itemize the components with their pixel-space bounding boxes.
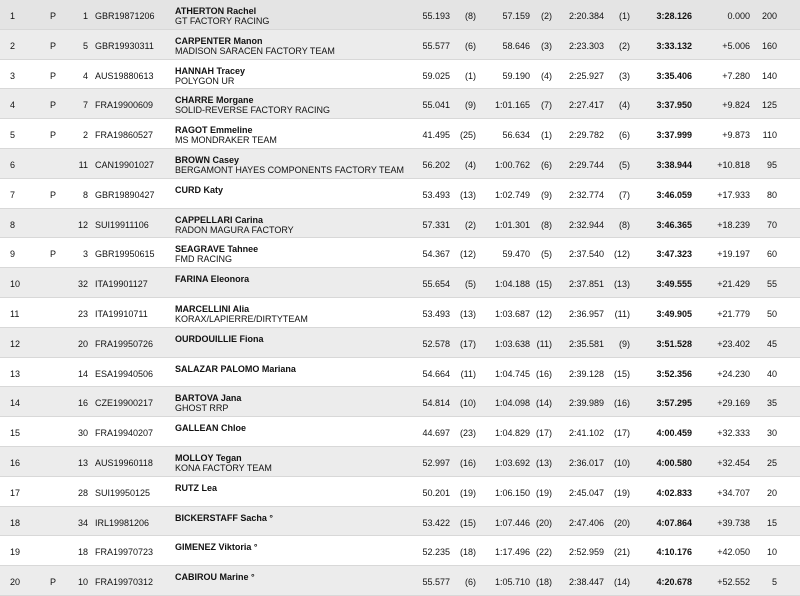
split1-time-cell: 44.697: [422, 428, 450, 439]
time-gap-cell: +32.333: [717, 428, 750, 439]
split1-rank-cell: (11): [460, 368, 476, 379]
split3-rank-cell: (19): [613, 487, 630, 498]
uci-id-cell: CAN19901027: [95, 160, 155, 170]
uci-id-cell: CZE19900217: [95, 398, 154, 409]
bib-number-cell: 7: [82, 100, 88, 111]
split3-rank-cell: (13): [613, 279, 630, 290]
split1-rank-cell: (25): [459, 130, 476, 141]
split3-rank-cell: (3): [619, 70, 630, 81]
table-row: [0, 358, 800, 388]
time-gap-cell: +42.050: [717, 547, 750, 558]
split2-time-cell: 1:04.829: [494, 428, 530, 439]
team-name-cell: GHOST RRP: [175, 403, 229, 414]
points-cell: 15: [766, 517, 777, 528]
split1-time-cell: 53.493: [422, 309, 450, 319]
split3-time-cell: 2:45.047: [568, 487, 604, 498]
split2-time-cell: 1:00.762: [494, 160, 530, 170]
split3-time-cell: 2:37.540: [568, 249, 604, 260]
split1-rank-cell: (8): [465, 11, 476, 21]
points-cell: 55: [766, 279, 777, 290]
points-cell: 25: [766, 458, 777, 468]
bib-number-cell: 23: [77, 309, 88, 319]
split2-rank-cell: (3): [541, 40, 552, 51]
uci-id-cell: FRA19900609: [95, 100, 154, 111]
table-row: [0, 447, 800, 477]
bib-number-cell: 34: [77, 517, 88, 528]
split1-rank-cell: (6): [465, 40, 476, 51]
uci-id-cell: SUI19911106: [95, 219, 149, 230]
split2-time-cell: 58.646: [502, 40, 530, 51]
table-row: [0, 60, 800, 90]
final-time-cell: 4:00.459: [656, 428, 692, 439]
rank-cell: 5: [10, 130, 16, 141]
final-time-cell: 3:38.944: [656, 160, 692, 170]
split1-time-cell: 55.041: [422, 100, 450, 111]
uci-id-cell: FRA19970723: [95, 547, 154, 558]
split3-rank-cell: (5): [619, 160, 630, 170]
split2-time-cell: 1:03.638: [494, 338, 530, 349]
split1-time-cell: 55.654: [422, 279, 450, 290]
split2-time-cell: 1:03.692: [494, 458, 530, 468]
split3-rank-cell: (9): [619, 338, 630, 349]
uci-id-cell: FRA19970312: [95, 577, 154, 588]
table-row: [0, 417, 800, 447]
bib-number-cell: 30: [77, 428, 88, 439]
time-gap-cell: +39.738: [717, 517, 750, 528]
points-cell: 200: [761, 11, 777, 21]
bib-number-cell: 14: [77, 368, 88, 379]
rider-name-cell: MOLLOY Tegan: [175, 453, 242, 463]
points-cell: 40: [766, 368, 777, 379]
rider-name-cell: MARCELLINI Alia: [175, 304, 250, 314]
bib-number-cell: 32: [77, 279, 88, 290]
split2-rank-cell: (12): [535, 309, 552, 319]
split3-rank-cell: (1): [619, 11, 630, 21]
time-gap-cell: +5.006: [722, 40, 750, 51]
split2-time-cell: 1:01.165: [494, 100, 530, 111]
rank-cell: 11: [10, 309, 20, 319]
split3-rank-cell: (14): [613, 577, 630, 588]
split2-time-cell: 1:07.446: [494, 517, 530, 528]
rider-name-cell: OURDOUILLIE Fiona: [175, 333, 264, 344]
split2-rank-cell: (19): [535, 487, 552, 498]
split2-rank-cell: (15): [535, 279, 552, 290]
table-row: [0, 179, 800, 209]
table-row: [0, 387, 800, 417]
split2-rank-cell: (2): [541, 11, 552, 21]
team-name-cell: RADON MAGURA FACTORY: [175, 224, 294, 235]
status-cell: P: [50, 11, 57, 21]
split3-time-cell: 2:29.744: [568, 160, 604, 170]
status-cell: P: [50, 189, 57, 200]
split3-time-cell: 2:32.774: [568, 189, 604, 200]
split2-time-cell: 1:01.301: [494, 219, 530, 230]
final-time-cell: 4:07.864: [656, 517, 692, 528]
uci-id-cell: GBR19871206: [95, 11, 155, 21]
split1-time-cell: 55.577: [422, 577, 450, 588]
bib-number-cell: 4: [82, 70, 88, 81]
split3-time-cell: 2:47.406: [568, 517, 604, 528]
time-gap-cell: +18.239: [717, 219, 750, 230]
bib-number-cell: 18: [77, 547, 88, 558]
split1-rank-cell: (4): [465, 160, 476, 170]
rider-name-cell: BROWN Casey: [175, 155, 240, 165]
team-name-cell: MADISON SARACEN FACTORY TEAM: [175, 45, 335, 56]
split2-time-cell: 1:04.745: [494, 368, 530, 379]
status-cell: P: [50, 100, 57, 111]
bib-number-cell: 16: [77, 398, 88, 409]
split1-rank-cell: (13): [459, 189, 476, 200]
table-row: [0, 268, 800, 298]
split3-time-cell: 2:36.017: [568, 458, 604, 468]
table-row: [0, 566, 800, 596]
points-cell: 35: [766, 398, 777, 409]
split2-rank-cell: (16): [535, 368, 552, 379]
rider-name-cell: CHARRE Morgane: [175, 95, 254, 106]
points-cell: 70: [766, 219, 777, 230]
team-name-cell: KORAX/LAPIERRE/DIRTYTEAM: [175, 314, 308, 324]
final-time-cell: 3:37.950: [656, 100, 692, 111]
split2-time-cell: 1:03.687: [494, 309, 530, 319]
split2-rank-cell: (7): [541, 100, 552, 111]
split2-rank-cell: (8): [541, 219, 552, 230]
split1-rank-cell: (19): [459, 487, 476, 498]
split2-rank-cell: (4): [541, 70, 552, 81]
split2-time-cell: 1:17.496: [494, 547, 530, 558]
split2-time-cell: 59.190: [502, 70, 530, 81]
rank-cell: 14: [10, 398, 21, 409]
rider-name-cell: HANNAH Tracey: [175, 65, 246, 76]
rank-cell: 12: [10, 338, 21, 349]
team-name-cell: KONA FACTORY TEAM: [175, 463, 272, 473]
split3-time-cell: 2:41.102: [568, 428, 604, 439]
time-gap-cell: +23.402: [717, 338, 750, 349]
bib-number-cell: 8: [82, 189, 88, 200]
split3-time-cell: 2:23.303: [568, 40, 604, 51]
status-cell: P: [50, 577, 57, 588]
final-time-cell: 3:37.999: [656, 130, 692, 141]
split3-rank-cell: (20): [613, 517, 630, 528]
team-name-cell: BERGAMONT HAYES COMPONENTS FACTORY TEAM: [175, 165, 405, 175]
split1-rank-cell: (5): [465, 279, 476, 290]
split1-rank-cell: (2): [465, 219, 476, 230]
table-row: [0, 328, 800, 358]
final-time-cell: 3:46.365: [656, 219, 692, 230]
split1-time-cell: 52.235: [422, 547, 450, 558]
split3-rank-cell: (11): [614, 309, 630, 319]
time-gap-cell: +52.552: [717, 577, 750, 588]
time-gap-cell: +9.824: [722, 100, 750, 111]
split3-rank-cell: (2): [619, 40, 630, 51]
split2-time-cell: 1:06.150: [494, 487, 530, 498]
split3-rank-cell: (12): [613, 249, 630, 260]
uci-id-cell: GBR19890427: [95, 189, 155, 200]
split1-time-cell: 54.814: [422, 398, 450, 409]
table-row: [0, 536, 800, 566]
time-gap-cell: +10.818: [717, 160, 750, 170]
split1-time-cell: 54.367: [422, 249, 450, 260]
split1-rank-cell: (10): [459, 398, 476, 409]
time-gap-cell: +34.707: [717, 487, 750, 498]
rider-name-cell: CAPPELLARI Carina: [175, 214, 264, 225]
split1-time-cell: 56.202: [422, 160, 450, 170]
rider-name-cell: ATHERTON Rachel: [175, 6, 257, 16]
split2-rank-cell: (1): [541, 130, 552, 141]
uci-id-cell: ESA19940506: [95, 368, 154, 379]
uci-id-cell: FRA19860527: [95, 130, 154, 141]
final-time-cell: 3:28.126: [656, 11, 692, 21]
rider-name-cell: RAGOT Emmeline: [175, 125, 253, 136]
time-gap-cell: +7.280: [722, 70, 750, 81]
split1-time-cell: 52.997: [422, 458, 450, 468]
uci-id-cell: SUI19950125: [95, 487, 151, 498]
split3-time-cell: 2:37.851: [568, 279, 604, 290]
split1-time-cell: 53.422: [422, 517, 450, 528]
rank-cell: 4: [10, 100, 16, 111]
bib-number-cell: 5: [82, 40, 88, 51]
rank-cell: 20: [10, 577, 21, 588]
split3-time-cell: 2:52.959: [568, 547, 604, 558]
split1-time-cell: 57.331: [422, 219, 450, 230]
split1-rank-cell: (17): [459, 338, 476, 349]
table-row: [0, 30, 800, 60]
uci-id-cell: AUS19960118: [95, 458, 153, 468]
split2-time-cell: 1:05.710: [494, 577, 530, 588]
team-name-cell: GT FACTORY RACING: [175, 16, 270, 26]
split2-rank-cell: (13): [535, 458, 552, 468]
points-cell: 95: [766, 160, 777, 170]
points-cell: 60: [766, 249, 777, 260]
uci-id-cell: ITA19910711: [95, 309, 148, 319]
points-cell: 160: [761, 40, 777, 51]
table-row: [0, 477, 800, 507]
split2-rank-cell: (5): [541, 249, 552, 260]
table-row: [0, 507, 800, 537]
final-time-cell: 3:33.132: [656, 40, 692, 51]
final-time-cell: 3:47.323: [656, 249, 692, 260]
final-time-cell: 3:57.295: [656, 398, 692, 409]
points-cell: 20: [766, 487, 777, 498]
bib-number-cell: 11: [78, 160, 88, 170]
team-name-cell: POLYGON UR: [175, 75, 235, 86]
split2-rank-cell: (22): [535, 547, 552, 558]
table-row: [0, 238, 800, 268]
time-gap-cell: +17.933: [717, 189, 750, 200]
time-gap-cell: +21.779: [717, 309, 750, 319]
split2-rank-cell: (20): [535, 517, 552, 528]
time-gap-cell: +19.197: [717, 249, 750, 260]
split1-time-cell: 55.193: [422, 11, 450, 21]
rank-cell: 7: [10, 189, 16, 200]
rider-name-cell: BARTOVA Jana: [175, 393, 242, 404]
split2-time-cell: 57.159: [502, 11, 530, 21]
final-time-cell: 3:49.905: [656, 309, 692, 319]
rider-name-cell: GALLEAN Chloe: [175, 423, 246, 434]
table-row: [0, 119, 800, 149]
rank-cell: 18: [10, 517, 21, 528]
points-cell: 110: [762, 130, 777, 141]
time-gap-cell: +32.454: [717, 458, 750, 468]
split1-time-cell: 41.495: [422, 130, 450, 141]
split2-time-cell: 1:04.098: [494, 398, 530, 409]
bib-number-cell: 12: [77, 219, 88, 230]
split3-rank-cell: (8): [619, 219, 630, 230]
rider-name-cell: SALAZAR PALOMO Mariana: [175, 363, 296, 374]
uci-id-cell: FRA19950726: [95, 338, 154, 349]
split3-rank-cell: (17): [613, 428, 630, 439]
uci-id-cell: GBR19930311: [95, 40, 154, 51]
rider-name-cell: GIMENEZ Viktoria °: [175, 542, 258, 553]
split3-time-cell: 2:35.581: [568, 338, 604, 349]
team-name-cell: SOLID-REVERSE FACTORY RACING: [175, 105, 331, 116]
split2-rank-cell: (17): [535, 428, 552, 439]
points-cell: 50: [766, 309, 777, 319]
time-gap-cell: +21.429: [717, 279, 750, 290]
split3-time-cell: 2:39.128: [568, 368, 604, 379]
status-cell: P: [50, 249, 57, 260]
table-row: [0, 209, 800, 239]
split2-time-cell: 56.634: [502, 130, 530, 141]
split3-time-cell: 2:29.782: [568, 130, 604, 141]
split3-rank-cell: (4): [619, 100, 630, 111]
table-row: [0, 298, 800, 328]
points-cell: 5: [771, 577, 777, 588]
rank-cell: 10: [10, 279, 21, 290]
rank-cell: 19: [10, 547, 21, 558]
split1-rank-cell: (13): [459, 309, 476, 319]
split2-rank-cell: (9): [541, 189, 552, 200]
final-time-cell: 4:02.833: [656, 487, 692, 498]
time-gap-cell: +9.873: [722, 130, 750, 141]
split3-time-cell: 2:38.447: [568, 577, 604, 588]
table-row: [0, 89, 800, 119]
rank-cell: 9: [10, 249, 16, 260]
rank-cell: 13: [10, 368, 21, 379]
points-cell: 80: [766, 189, 777, 200]
uci-id-cell: FRA19940207: [95, 428, 154, 439]
final-time-cell: 4:20.678: [656, 577, 692, 588]
split1-rank-cell: (16): [459, 458, 476, 468]
status-cell: P: [50, 40, 57, 51]
split1-rank-cell: (1): [465, 70, 476, 81]
rank-cell: 8: [10, 219, 16, 230]
rider-name-cell: CARPENTER Manon: [175, 35, 263, 46]
split3-time-cell: 2:39.989: [568, 398, 604, 409]
split1-time-cell: 52.578: [422, 338, 450, 349]
rank-cell: 17: [10, 487, 21, 498]
status-cell: P: [50, 130, 57, 141]
status-cell: P: [50, 70, 57, 81]
final-time-cell: 3:52.356: [656, 368, 692, 379]
rider-name-cell: SEAGRAVE Tahnee: [175, 244, 259, 255]
table-row: [0, 0, 800, 30]
rank-cell: 6: [10, 160, 16, 170]
uci-id-cell: IRL19981206: [95, 517, 150, 528]
split3-time-cell: 2:20.384: [568, 11, 604, 21]
bib-number-cell: 20: [77, 338, 88, 349]
rank-cell: 16: [10, 458, 21, 468]
split1-rank-cell: (15): [459, 517, 476, 528]
split1-rank-cell: (6): [465, 577, 476, 588]
split3-time-cell: 2:25.927: [568, 70, 604, 81]
bib-number-cell: 13: [77, 458, 88, 468]
time-gap-cell: +24.230: [717, 368, 750, 379]
points-cell: 45: [766, 338, 777, 349]
rider-name-cell: BICKERSTAFF Sacha °: [175, 512, 273, 523]
split3-rank-cell: (15): [613, 368, 630, 379]
final-time-cell: 3:49.555: [656, 279, 692, 290]
split1-time-cell: 54.664: [422, 368, 450, 379]
rank-cell: 2: [10, 40, 16, 51]
points-cell: 30: [766, 428, 777, 439]
team-name-cell: MS MONDRAKER TEAM: [175, 135, 277, 146]
split3-rank-cell: (16): [613, 398, 630, 409]
split1-rank-cell: (18): [459, 547, 476, 558]
split3-rank-cell: (21): [613, 547, 630, 558]
split1-time-cell: 59.025: [422, 70, 450, 81]
split3-time-cell: 2:32.944: [568, 219, 604, 230]
split1-rank-cell: (9): [465, 100, 476, 111]
rank-cell: 3: [10, 70, 16, 81]
points-cell: 125: [761, 100, 777, 111]
split3-rank-cell: (7): [619, 189, 630, 200]
time-gap-cell: 0.000: [727, 11, 750, 21]
uci-id-cell: ITA19901127: [95, 279, 148, 290]
uci-id-cell: AUS19880613: [95, 70, 154, 81]
bib-number-cell: 2: [82, 130, 88, 141]
rider-name-cell: RUTZ Lea: [175, 482, 218, 493]
rank-cell: 1: [10, 11, 16, 21]
bib-number-cell: 3: [82, 249, 88, 260]
rider-name-cell: FARINA Eleonora: [175, 274, 250, 285]
split3-rank-cell: (6): [619, 130, 630, 141]
final-time-cell: 3:51.528: [656, 338, 692, 349]
split1-time-cell: 53.493: [422, 189, 450, 200]
final-time-cell: 3:46.059: [656, 189, 692, 200]
split3-time-cell: 2:36.957: [568, 309, 604, 319]
final-time-cell: 3:35.406: [656, 70, 692, 81]
points-cell: 10: [766, 547, 777, 558]
rider-name-cell: CURD Katy: [175, 184, 224, 195]
split2-rank-cell: (6): [541, 160, 552, 170]
final-time-cell: 4:10.176: [656, 547, 692, 558]
rank-cell: 15: [10, 428, 21, 439]
split1-rank-cell: (23): [459, 428, 476, 439]
split2-rank-cell: (18): [535, 577, 552, 588]
bib-number-cell: 28: [77, 487, 88, 498]
bib-number-cell: 10: [77, 577, 88, 588]
final-time-cell: 4:00.580: [656, 458, 692, 468]
split1-rank-cell: (12): [459, 249, 476, 260]
split2-rank-cell: (14): [535, 398, 552, 409]
split3-time-cell: 2:27.417: [568, 100, 604, 111]
team-name-cell: FMD RACING: [175, 254, 232, 265]
bib-number-cell: 1: [82, 11, 88, 21]
split3-rank-cell: (10): [613, 458, 630, 468]
split1-time-cell: 50.201: [422, 487, 450, 498]
split2-rank-cell: (11): [536, 338, 552, 349]
split2-time-cell: 59.470: [502, 249, 530, 260]
split2-time-cell: 1:02.749: [494, 189, 530, 200]
split1-time-cell: 55.577: [422, 40, 450, 51]
time-gap-cell: +29.169: [717, 398, 750, 409]
points-cell: 140: [761, 70, 777, 81]
split2-time-cell: 1:04.188: [494, 279, 530, 290]
uci-id-cell: GBR19950615: [95, 249, 155, 260]
rider-name-cell: CABIROU Marine °: [175, 572, 255, 583]
table-row: [0, 149, 800, 179]
